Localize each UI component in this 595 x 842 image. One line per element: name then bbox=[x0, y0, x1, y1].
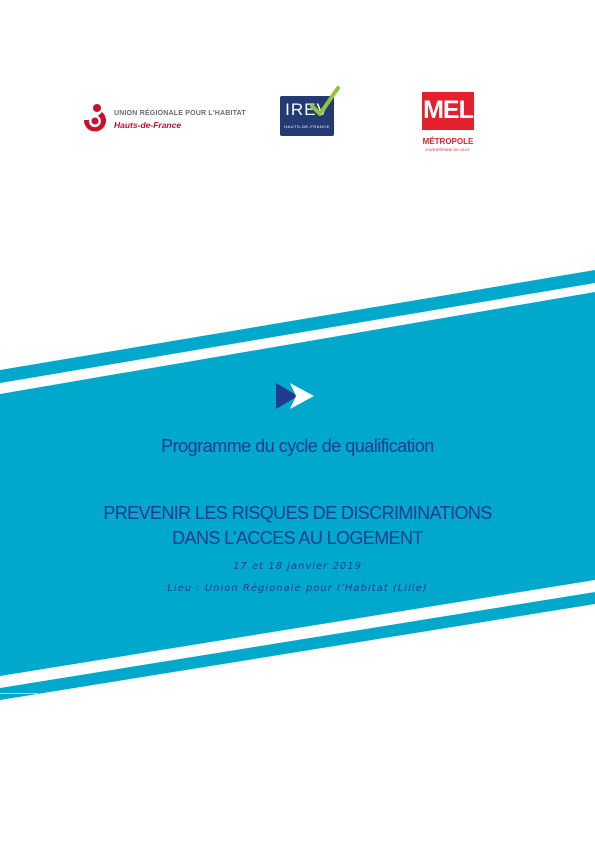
irev-logo-text: IREV bbox=[285, 100, 329, 119]
double-chevron-right-icon bbox=[276, 381, 320, 411]
urh-logo-line1: UNION RÉGIONALE POUR L'HABITAT bbox=[114, 110, 246, 117]
cover-subtitle: Programme du cycle de qualification bbox=[161, 436, 434, 456]
band-main bbox=[0, 292, 595, 676]
mel-logo-line3: EUROPÉENNE DE LILLE bbox=[426, 148, 470, 152]
mel-logo-text: MEL bbox=[423, 96, 473, 124]
cover-place: Lieu : Union Régionale pour l’Habitat (Lille) bbox=[167, 583, 428, 594]
irev-logo-subtext: HAUTS-DE-FRANCE bbox=[284, 124, 330, 129]
cover-title-line1: PREVENIR LES RISQUES DE DISCRIMINATIONS bbox=[103, 503, 492, 523]
cover-title-line2: DANS L’ACCES AU LOGEMENT bbox=[172, 528, 423, 548]
urh-logo-line2: Hauts-de-France bbox=[114, 120, 182, 130]
mel-logo-line2: MÉTROPOLE bbox=[422, 137, 474, 146]
cover-dates: 17 et 18 janvier 2019 bbox=[233, 561, 362, 572]
page-mark bbox=[0, 693, 38, 694]
